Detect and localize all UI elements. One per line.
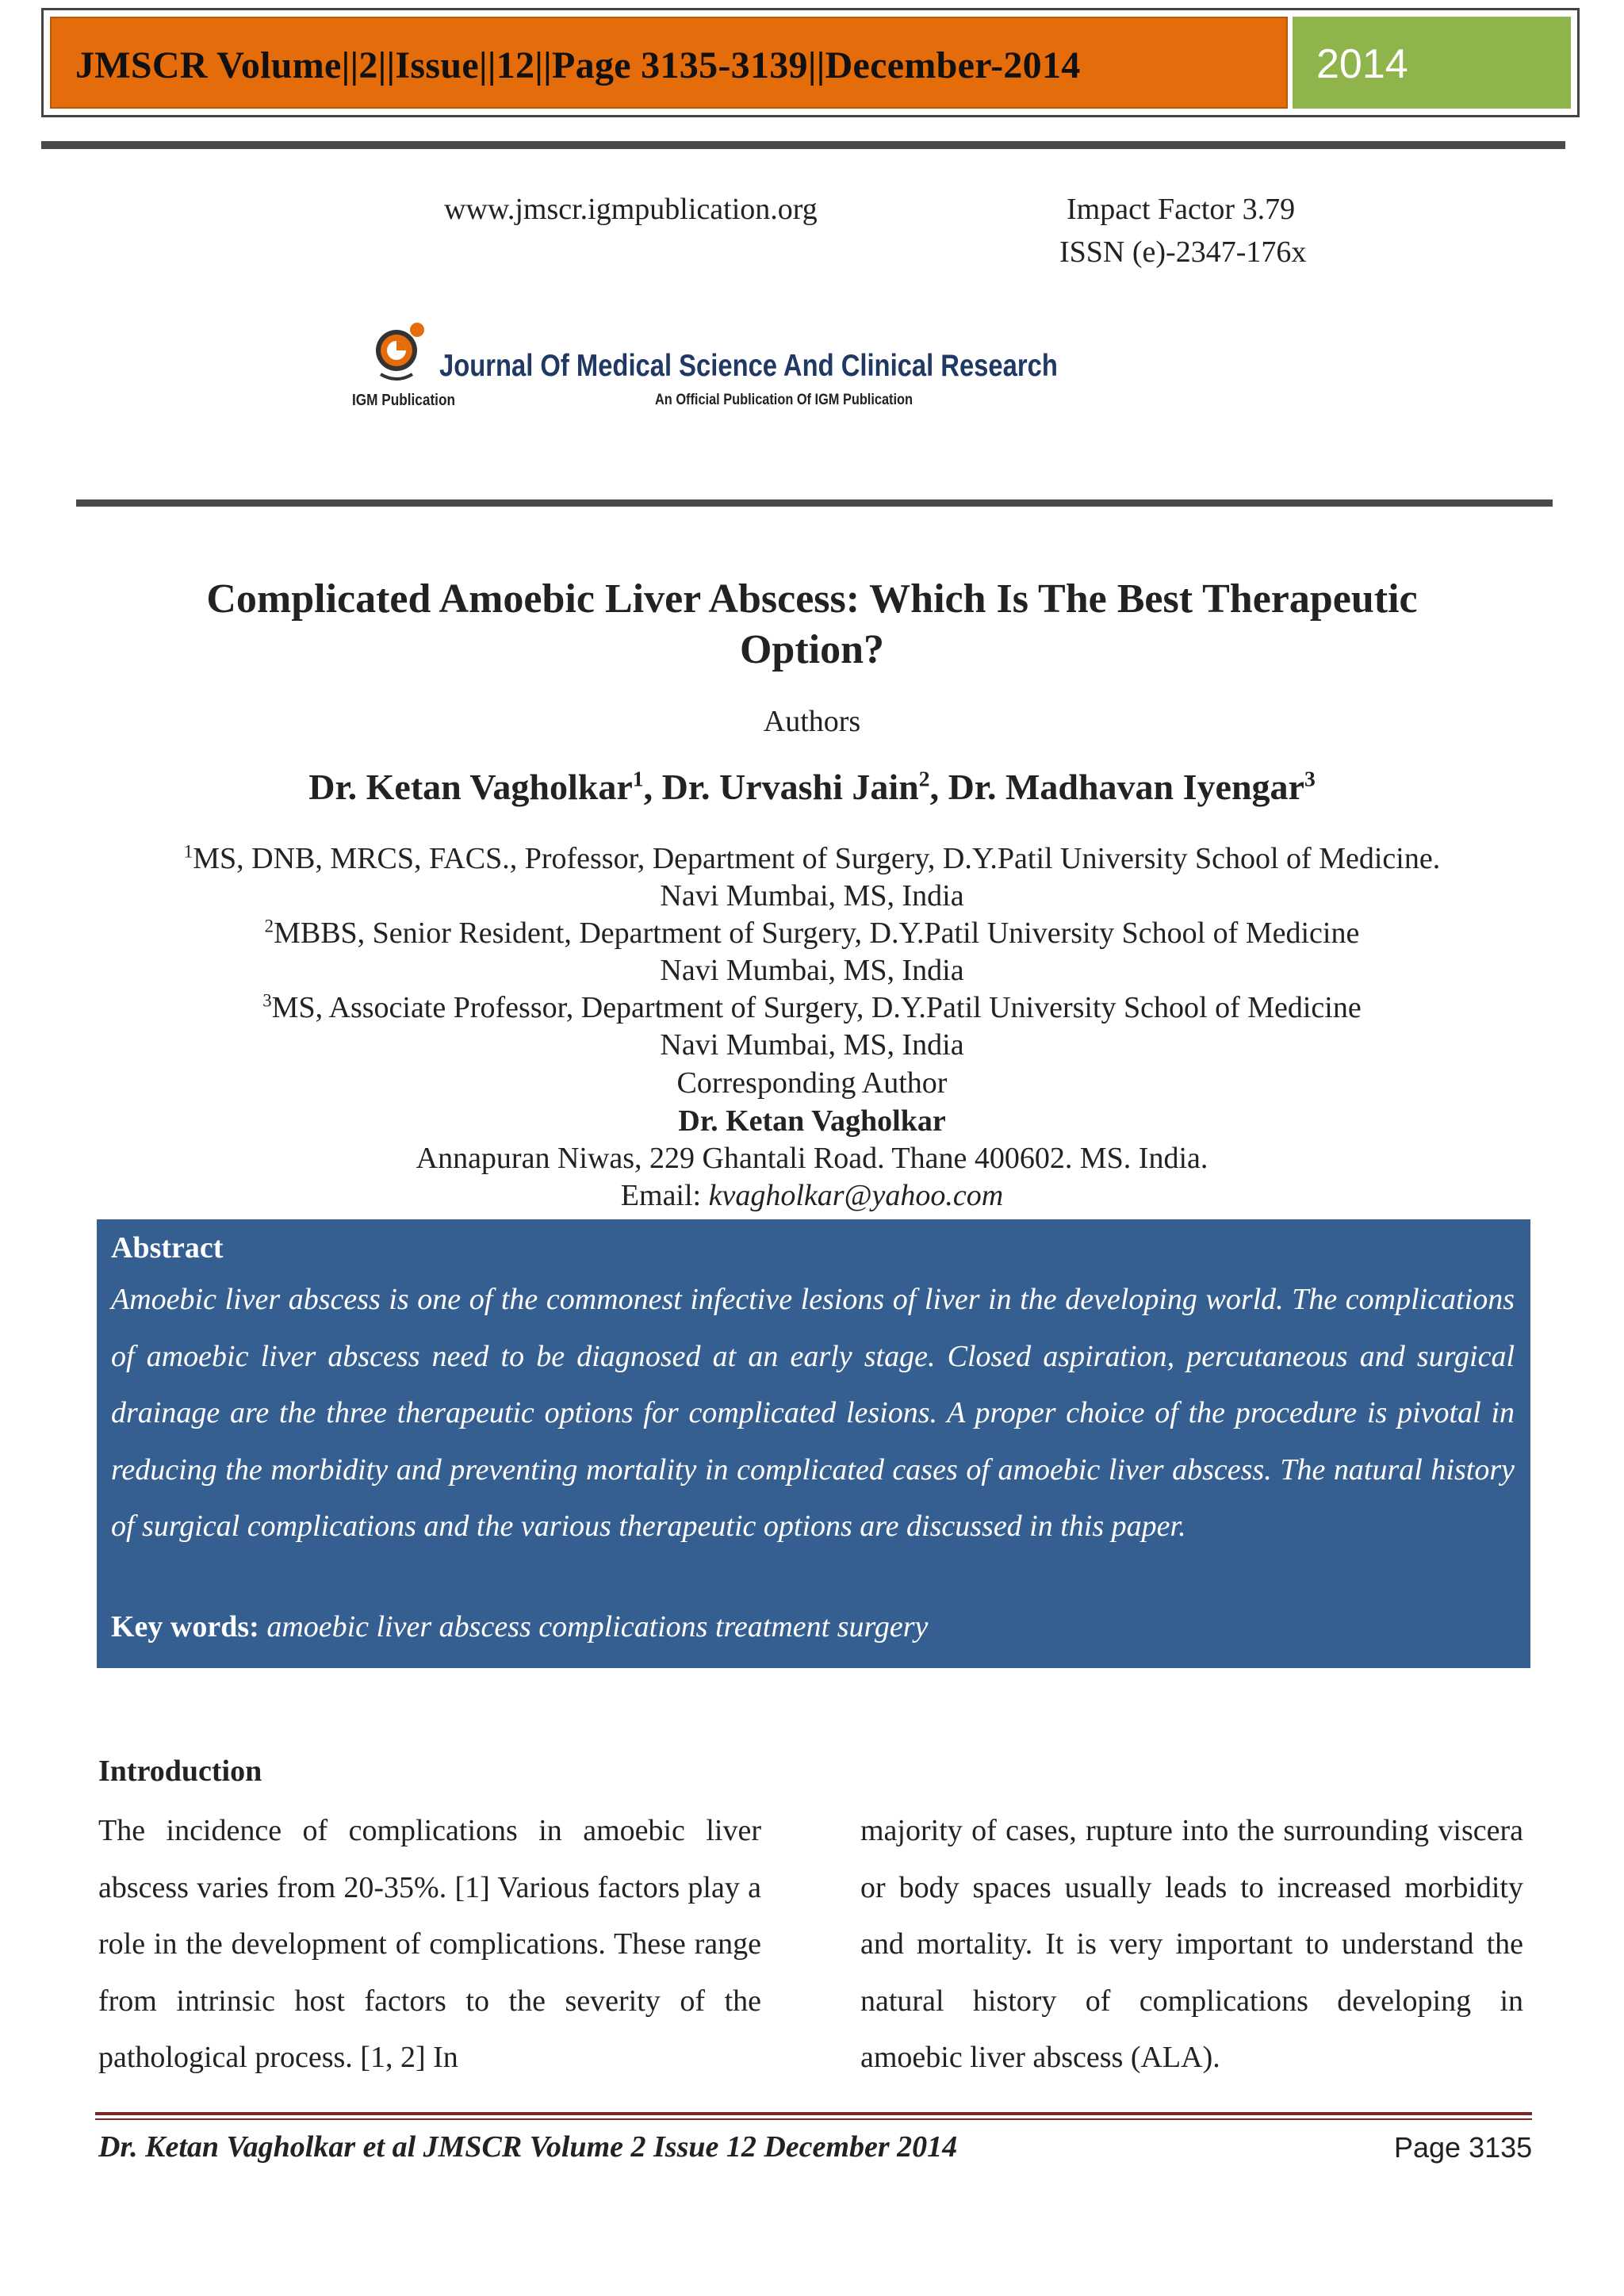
banner-title: JMSCR Volume||2||Issue||12||Page 3135-3139||December-2014: [75, 44, 1081, 86]
logo-journal-name: Journal Of Medical Science And Clinical Research: [439, 349, 1058, 383]
corresponding-address: Annapuran Niwas, 229 Ghantali Road. Thane 400602. MS. India.: [416, 1142, 1208, 1175]
header-divider: [41, 141, 1565, 149]
affiliation-3: $^3$MS, Associate Professor, Department of Surgery, D.Y.Patil University School of Medicine Navi Mumbai, MS, India: [262, 990, 1362, 1062]
introduction-right-column: majority of cases, rupture into the surrounding viscera or body spaces usually leads to increased morbidity and mortality. It is very important to understand the natural history of complications developing in amoebic liver abscess (ALA).: [860, 1814, 1523, 2074]
banner-year: 2014: [1316, 41, 1408, 87]
paper-title: [0, 574, 1624, 675]
footer-citation: Dr. Ketan Vagholkar et al JMSCR Volume 2 Issue 12 December 2014: [98, 2130, 958, 2164]
abstract-box: [97, 1219, 1530, 1668]
keywords-label: Key words:: [111, 1610, 259, 1644]
issn: ISSN (e)-2347-176x: [1059, 235, 1307, 269]
email-link[interactable]: kvagholkar@yahoo.com: [708, 1179, 1004, 1212]
title-divider: [76, 499, 1553, 507]
author-list: Dr. Ketan Vagholkar$^1$, Dr. Urvashi Jain$^2$, Dr. Madhavan Iyengar$^3$: [308, 766, 1316, 807]
page-number: Page 3135: [1394, 2131, 1533, 2164]
paper-title-line2: Option?: [739, 627, 885, 672]
journal-logo: [349, 317, 1058, 428]
banner-title-block: [50, 17, 1288, 109]
logo-subtitle: An Official Publication Of IGM Publication: [655, 392, 913, 408]
affiliation-2: $^2$MBBS, Senior Resident, Department of Surgery, D.Y.Patil University School of Medicine Navi Mumbai, MS, India: [264, 916, 1360, 987]
corresponding-author-name: Dr. Ketan Vagholkar: [678, 1104, 946, 1138]
footer-divider: [95, 2112, 1532, 2115]
author-sup: 1: [632, 766, 644, 791]
impact-factor: Impact Factor 3.79: [1067, 193, 1296, 226]
abstract-body: Amoebic liver abscess is one of the commonest infective lesions of liver in the developing world. The complications of amoebic liver abscess need to be diagnosed at an early stage. Closed aspiration, percutaneous and surgical drainage are the three therapeutic options for complicated lesions. A proper choice of the procedure is pivotal in reducing the morbidity and preventing mortality in complicated cases of amoebic liver abscess. The natural history of surgical complications and the various therapeutic options are discussed in this paper.: [111, 1283, 1515, 1543]
journal-website: www.jmscr.igmpublication.org: [444, 193, 818, 226]
affiliation-1: $^1$MS, DNB, MRCS, FACS., Professor, Department of Surgery, D.Y.Patil University School of Medicine. Navi Mumbai, MS, India: [183, 841, 1441, 913]
author-name: Dr. Ketan Vagholkar: [308, 767, 633, 807]
footer-divider-thin: [95, 2118, 1532, 2120]
author-sup: 3: [1304, 766, 1316, 791]
paper-title-line1: Complicated Amoebic Liver Abscess: Which Is The Best Therapeutic: [206, 576, 1418, 622]
banner-year-block: [1293, 17, 1571, 109]
keywords: [111, 1609, 928, 1644]
author-name: Dr. Madhavan Iyengar: [948, 767, 1304, 807]
introduction-heading: Introduction: [98, 1755, 262, 1788]
introduction-left-column: The incidence of complications in amoebic liver abscess varies from 20-35%. [1] Various factors play a role in the development of complications. These range from intrinsic host factors to the severity of the pathological process. [1, 2] In: [98, 1814, 761, 2074]
corresponding-email-line: Email: kvagholkar@yahoo.com: [620, 1179, 1004, 1212]
journal-header-banner: [41, 8, 1580, 117]
logo-publisher: IGM Publication: [352, 392, 455, 409]
keywords-text: amoebic liver abscess complications treatment surgery: [266, 1610, 929, 1644]
authors-label: Authors: [763, 705, 861, 738]
author-sup: 2: [918, 766, 930, 791]
igm-emblem-icon: [373, 320, 428, 384]
corresponding-label: Corresponding Author: [676, 1066, 948, 1100]
abstract-heading: Abstract: [111, 1231, 224, 1265]
author-name: Dr. Urvashi Jain: [661, 767, 919, 807]
